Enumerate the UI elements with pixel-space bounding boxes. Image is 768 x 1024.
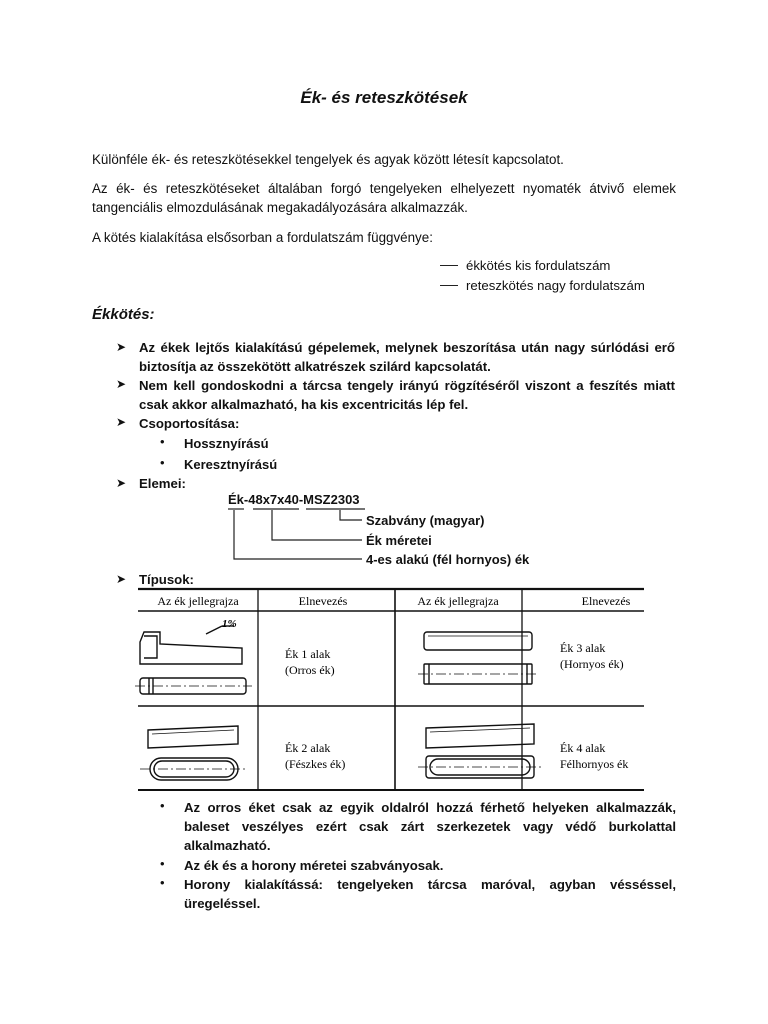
dot-bullet-icon: • [160,798,165,813]
note-item: Az ék és a horony méretei szabványosak. [184,858,444,873]
type-name: Ék 1 alak [285,647,331,661]
intro-paragraph-3: A kötés kialakítása elsősorban a fordulatszám függvénye: [92,230,433,245]
dash-item: ékkötés kis fordulatszám [440,256,610,275]
table-header: Elnevezés [581,594,631,608]
dot-bullet-icon: • [160,856,165,871]
bullet-item: Típusok: [139,572,194,587]
bullet-item: Nem kell gondoskodni a tárcsa tengely irányú rögzítéséről viszont a feszítés miatt csak akkor alkalmazható, ha kis excentricitás lép fel. [139,378,675,412]
types-table [130,584,650,798]
bullet-item: Csoportosítása: [139,416,240,431]
table-header: Az ék jellegrajza [157,594,239,608]
designation-label: Ék méretei [366,533,432,548]
arrow-bullet-icon: ➤ [116,415,127,429]
arrow-bullet-icon: ➤ [116,476,127,490]
designation-label: Szabvány (magyar) [366,513,485,528]
type-description: Félhornyos ék [560,757,629,771]
feather-key-drawing [140,726,248,780]
designation-code: Ék-48x7x40-MSZ2303 [228,492,360,507]
note-item: Horony kialakítássá: tengelyeken tárcsa maróval, agyban vésséssel, üregeléssel. [184,877,676,911]
gib-head-key-drawing [135,626,252,694]
dot-bullet-icon: • [160,875,165,890]
intro-paragraph-1: Különféle ék- és reteszkötésekkel tengelyek és agyak között létesít kapcsolatot. [92,152,564,167]
arrow-bullet-icon: ➤ [116,377,127,391]
intro-paragraph-2: Az ék- és reteszkötéseket általában forgó tengelyeken elhelyezett nyomaték átvivő elemek tangenciális elmozdulásának megakadályozására alkalmazzák. [92,181,676,215]
table-header: Az ék jellegrajza [417,594,499,608]
dot-bullet-icon: • [160,455,165,470]
half-sunk-key-drawing [418,724,542,778]
group-item: Keresztnyírású [184,457,278,472]
arrow-bullet-icon: ➤ [116,340,127,354]
bullet-item: Az ékek lejtős kialakítású gépelemek, melynek beszorítása után nagy súrlódási erő biztosítja az összekötött alkatrészek szilárd kapcsolatát. [139,340,675,374]
table-header: Elnevezés [298,594,348,608]
dot-bullet-icon: • [160,434,165,449]
arrow-bullet-icon: ➤ [116,572,127,586]
bullet-item: Elemei: [139,476,186,491]
type-description: (Fészkes ék) [285,757,346,771]
designation-label: 4-es alakú (fél hornyos) ék [366,552,530,567]
type-name: Ék 3 alak [560,641,606,655]
type-description: (Orros ék) [285,663,335,677]
slope-label: 1% [222,618,237,630]
group-item: Hossznyírású [184,436,269,451]
dash-item: reteszkötés nagy fordulatszám [440,276,645,295]
sunk-key-drawing [418,632,538,684]
type-name: Ék 2 alak [285,741,331,755]
page-title: Ék- és reteszkötések [300,88,468,107]
type-description: (Hornyos ék) [560,657,624,671]
note-item: Az orros éket csak az egyik oldalról hozzá férhető helyeken alkalmazzák, baleset veszélyes ezért csak zárt szerkezetek vagy védő burkolattal alkalmazható. [184,800,676,853]
section-heading: Ékkötés: [92,306,155,323]
type-name: Ék 4 alak [560,741,606,755]
